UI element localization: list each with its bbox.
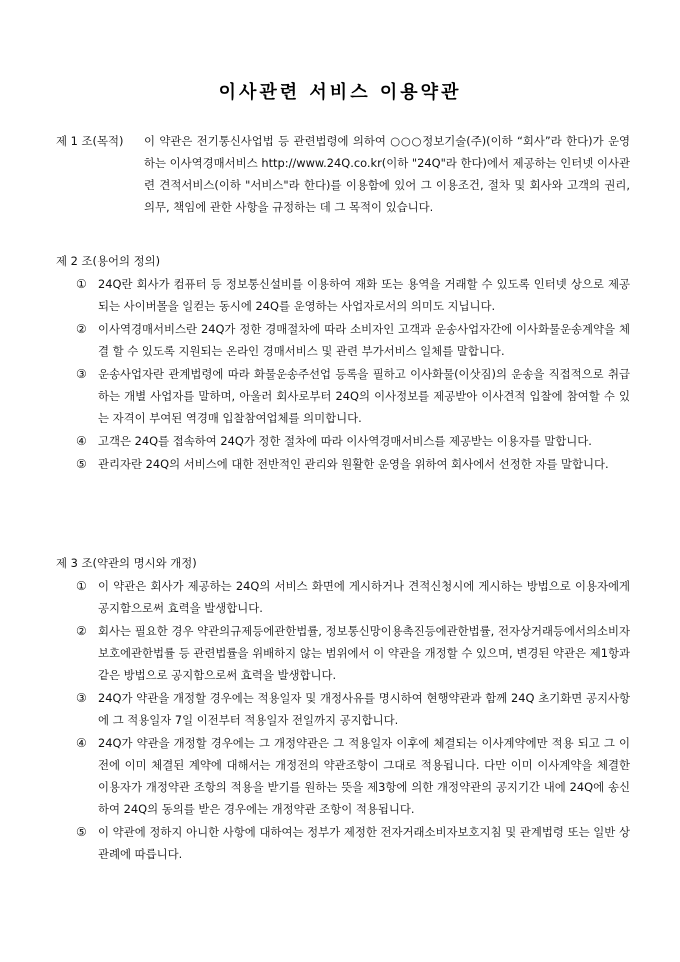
article-1-text: 이 약관은 전기통신사업법 등 관련법령에 의하여 ○○○정보기술(주)(이하 “회사”라 한다)가 운영하는 이사역경매서비스 http://www.24Q.co.kr(이하 "24Q"라 한다)에서 제공하는 인터넷 이사관련 견적서비스(이하 "서비스"라 한다)를 이용함에 있어 그 이용조건, 절차 및 회사와 고객의 권리, 의무, 책임에 관한 사항을 규정하는 데 그 목적이 있습니다. [144, 134, 630, 214]
article-3 [56, 552, 632, 865]
item-number: ⑤ [76, 825, 87, 839]
item-text: 관리자란 24Q의 서비스에 대한 전반적인 관리와 원활한 운영을 위하여 회사에서 선정한 자를 말합니다. [98, 457, 609, 471]
item-number: ① [76, 579, 87, 593]
list-item [76, 687, 632, 731]
list-item [76, 620, 632, 686]
article-2-heading: 제 2 조(용어의 정의) [56, 254, 161, 268]
item-number: ② [76, 624, 87, 638]
list-item [76, 273, 632, 317]
item-text: 이 약관에 정하지 아니한 사항에 대하여는 정부가 제정한 전자거래소비자보호지침 및 관계법령 또는 일반 상관례에 따릅니다. [98, 825, 630, 861]
article-1-row [56, 130, 632, 218]
item-number: ④ [76, 434, 87, 448]
item-text: 이 약관은 회사가 제공하는 24Q의 서비스 화면에 게시하거나 견적신청시에 게시하는 방법으로 이용자에게 공지함으로써 효력을 발생합니다. [98, 579, 630, 615]
item-number: ① [76, 277, 87, 291]
item-number: ④ [76, 736, 87, 750]
item-text: 24Q가 약관을 개정할 경우에는 적용일자 및 개정사유를 명시하여 현행약관과 함께 24Q 초기화면 공지사항에 그 적용일자 7일 이전부터 적용일자 전일까지 공지합니다. [98, 691, 630, 727]
item-number: ② [76, 322, 87, 336]
article-1-label: 제 1 조(목적) [56, 134, 124, 148]
list-item [76, 732, 632, 820]
list-item [76, 318, 632, 362]
list-item [76, 363, 632, 429]
article-2-items [76, 273, 632, 475]
item-text: 고객은 24Q를 접속하여 24Q가 정한 절차에 따라 이사역경매서비스를 제공받는 이용자를 말합니다. [98, 434, 592, 448]
list-item [76, 453, 632, 475]
item-text: 24Q란 회사가 컴퓨터 등 정보통신설비를 이용하여 재화 또는 용역을 거래할 수 있도록 인터넷 상으로 제공되는 사이버몰을 일컫는 동시에 24Q를 운영하는 사업자로서의 의미도 지닙니다. [98, 277, 630, 313]
article-1 [56, 130, 632, 218]
item-text: 24Q가 약관을 개정할 경우에는 그 개정약관은 그 적용일자 이후에 체결되는 이사계약에만 적용 되고 그 이전에 이미 체결된 계약에 대해서는 개정전의 약관조항이 그대로 적용됩니다. 다만 이미 이사계약을 체결한 이용자가 개정약관 조항의 적용을 받기를 원하는 뜻을 제3항에 의한 개정약관의 공지기간 내에 24Q에 송신하여 24Q의 동의를 받은 경우에는 개정약관 조항이 적용됩니다. [98, 736, 630, 816]
item-number: ⑤ [76, 457, 87, 471]
item-text: 회사는 필요한 경우 약관의규제등에관한법률, 정보통신망이용촉진등에관한법률, 전자상거래등에서의소비자보호에관한법률 등 관련법률을 위배하지 않는 범위에서 이 약관을 개정할 수 있으며, 변경된 약관은 제1항과 같은 방법으로 공지함으로써 효력을 발생합니다. [98, 624, 630, 682]
article-2 [56, 250, 632, 475]
article-3-heading: 제 3 조(약관의 명시와 개정) [56, 556, 197, 570]
document-title: 이사관련 서비스 이용약관 [218, 82, 462, 103]
item-number: ③ [76, 691, 87, 705]
list-item [76, 430, 632, 452]
item-text: 운송사업자란 관계법령에 따라 화물운송주선업 등록을 필하고 이사화물(이삿짐)의 운송을 직접적으로 취급하는 개별 사업자를 말하며, 아울러 회사로부터 24Q의 이사정보를 제공받아 이사견적 입찰에 참여할 수 있는 자격이 부여된 역경매 입찰참여업체를 의미합니다. [98, 367, 630, 425]
list-item [76, 821, 632, 865]
item-text: 이사역경매서비스란 24Q가 정한 경매절차에 따라 소비자인 고객과 운송사업자간에 이사화물운송계약을 체결 할 수 있도록 지원되는 온라인 경매서비스 및 관련 부가서비스 일체를 말합니다. [98, 322, 630, 358]
article-3-items [76, 575, 632, 865]
list-item [76, 575, 632, 619]
item-number: ③ [76, 367, 87, 381]
